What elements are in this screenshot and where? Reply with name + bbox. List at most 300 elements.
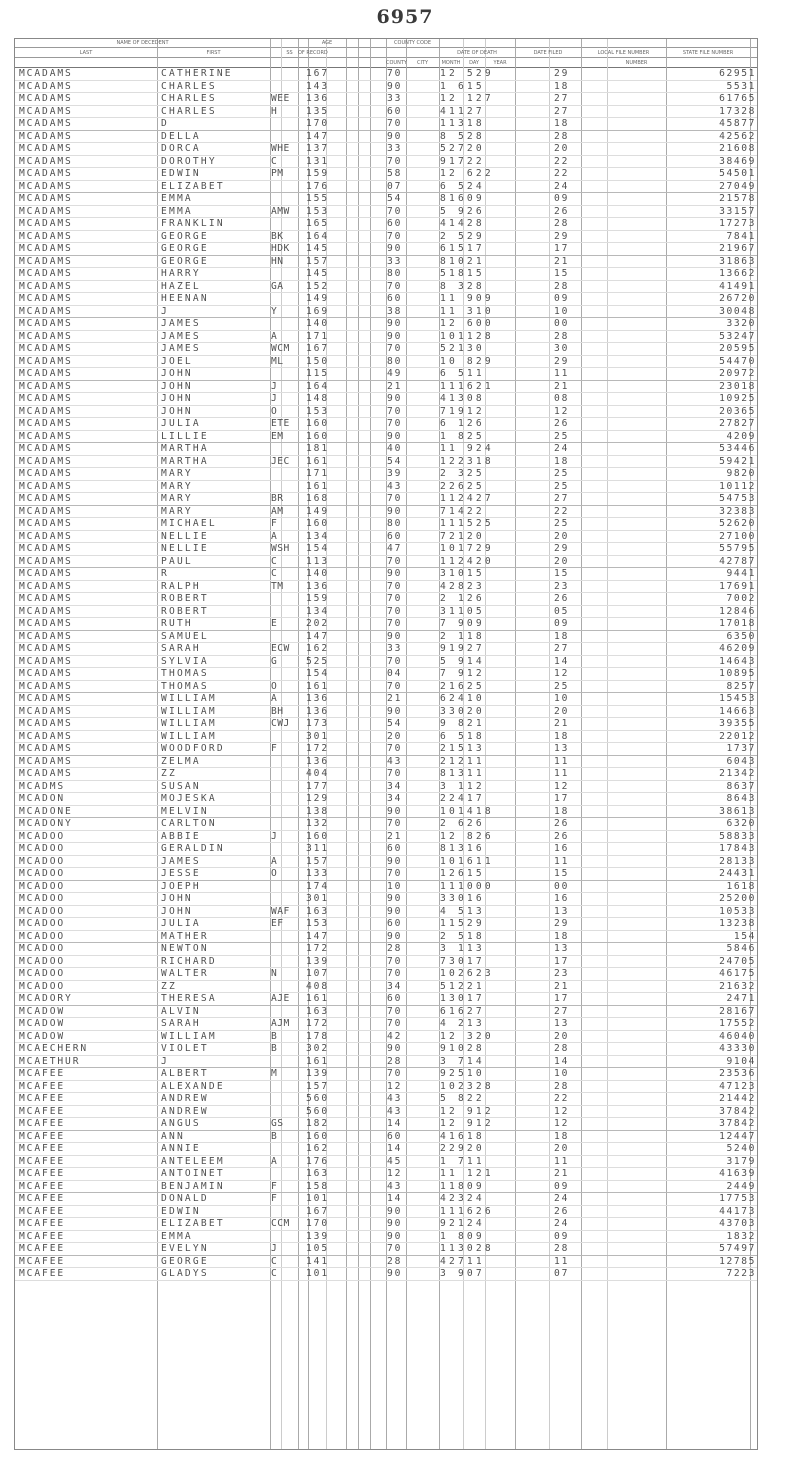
age-cell: 161 bbox=[306, 480, 330, 492]
table-row bbox=[15, 518, 757, 531]
county-code-cell: 33 bbox=[387, 255, 403, 267]
county-code-cell: 70 bbox=[387, 343, 403, 354]
state-file-number-cell: 38469 bbox=[719, 155, 756, 167]
state-file-number-cell: 30048 bbox=[719, 305, 756, 317]
table-row bbox=[15, 843, 757, 856]
header-county-code: COUNTY CODE bbox=[394, 40, 431, 46]
date-of-death-cell: 1 809 bbox=[440, 1230, 485, 1242]
date-filed-cell: 18 bbox=[554, 930, 570, 942]
state-file-number-cell: 39355 bbox=[719, 718, 756, 729]
state-file-number-cell: 26720 bbox=[719, 293, 756, 304]
age-cell: 162 bbox=[306, 1143, 330, 1154]
last-name-cell: MCADAMS bbox=[19, 130, 73, 142]
first-name-cell: ZZ bbox=[161, 768, 177, 779]
age-cell: 171 bbox=[306, 330, 330, 342]
state-file-number-cell: 154 bbox=[733, 930, 756, 942]
first-name-cell: MARY bbox=[161, 480, 193, 492]
table-row bbox=[15, 881, 757, 894]
state-file-number-cell: 21578 bbox=[719, 193, 756, 204]
last-name-cell: MCADAMS bbox=[19, 155, 73, 167]
age-cell: 178 bbox=[306, 1030, 330, 1042]
last-name-cell: MCADAMS bbox=[19, 105, 73, 117]
date-filed-cell: 13 bbox=[554, 905, 570, 917]
date-filed-cell: 20 bbox=[554, 1143, 570, 1154]
first-name-cell: GEORGE bbox=[161, 1255, 209, 1267]
last-name-cell: MCADAMS bbox=[19, 93, 73, 104]
date-filed-cell: 22 bbox=[554, 505, 570, 517]
date-filed-cell: 25 bbox=[554, 680, 570, 692]
county-code-cell: 43 bbox=[387, 1180, 403, 1192]
date-filed-cell: 22 bbox=[554, 155, 570, 167]
last-name-cell: MCADAMS bbox=[19, 568, 73, 579]
date-filed-cell: 18 bbox=[554, 1130, 570, 1142]
first-name-cell: ANN bbox=[161, 1130, 185, 1142]
date-filed-cell: 30 bbox=[554, 343, 570, 354]
table-row bbox=[15, 493, 757, 506]
table-row bbox=[15, 993, 757, 1006]
first-name-cell: PAUL bbox=[161, 555, 193, 567]
first-name-cell: ROBERT bbox=[161, 593, 209, 604]
state-file-number-cell: 37842 bbox=[719, 1118, 756, 1129]
table-row bbox=[15, 1056, 757, 1069]
county-code-cell: 70 bbox=[387, 593, 403, 604]
age-cell: 153 bbox=[306, 205, 330, 217]
age-cell: 101 bbox=[306, 1193, 330, 1204]
last-name-cell: MCADAMS bbox=[19, 530, 73, 542]
middle-initial-cell: GA bbox=[271, 280, 284, 292]
date-filed-cell: 23 bbox=[554, 580, 570, 592]
date-of-death-cell: 9 821 bbox=[440, 718, 485, 729]
table-row bbox=[15, 1118, 757, 1131]
middle-initial-cell: ETE bbox=[271, 418, 290, 429]
first-name-cell: MOJESKA bbox=[161, 793, 217, 804]
age-cell: 160 bbox=[306, 518, 330, 529]
date-of-death-cell: 12 826 bbox=[440, 830, 494, 842]
age-cell: 149 bbox=[306, 505, 330, 517]
date-of-death-cell: 102623 bbox=[440, 968, 494, 979]
date-of-death-cell: 6 126 bbox=[440, 418, 485, 429]
state-file-number-cell: 28133 bbox=[719, 855, 756, 867]
table-row bbox=[15, 1206, 757, 1219]
date-of-death-cell: 31105 bbox=[440, 605, 485, 617]
state-file-number-cell: 8637 bbox=[726, 780, 756, 792]
county-code-cell: 14 bbox=[387, 1193, 403, 1204]
last-name-cell: MCADAMS bbox=[19, 593, 73, 604]
middle-initial-cell: WHE bbox=[271, 143, 290, 154]
county-code-cell: 45 bbox=[387, 1155, 403, 1167]
age-cell: 167 bbox=[306, 68, 330, 79]
date-filed-cell: 26 bbox=[554, 593, 570, 604]
age-cell: 163 bbox=[306, 1005, 330, 1017]
last-name-cell: MCADAMS bbox=[19, 668, 73, 679]
age-cell: 560 bbox=[306, 1105, 330, 1117]
first-name-cell: ABBIE bbox=[161, 830, 201, 842]
date-of-death-cell: 3 907 bbox=[440, 1268, 485, 1279]
last-name-cell: MCAFEE bbox=[19, 1230, 66, 1242]
last-name-cell: MCADOO bbox=[19, 955, 66, 967]
middle-initial-cell: G bbox=[271, 655, 278, 667]
last-name-cell: MCADAMS bbox=[19, 80, 73, 92]
date-filed-cell: 28 bbox=[554, 1043, 570, 1054]
last-name-cell: MCADOO bbox=[19, 930, 66, 942]
last-name-cell: MCADAMS bbox=[19, 655, 73, 667]
date-of-death-cell: 41428 bbox=[440, 218, 485, 229]
table-row bbox=[15, 231, 757, 244]
date-filed-cell: 21 bbox=[554, 980, 570, 992]
age-cell: 169 bbox=[306, 305, 330, 317]
middle-initial-cell bbox=[271, 981, 297, 993]
middle-initial-cell bbox=[271, 943, 297, 955]
date-filed-cell: 09 bbox=[554, 618, 570, 629]
date-filed-cell: 18 bbox=[554, 805, 570, 817]
county-code-cell: 43 bbox=[387, 480, 403, 492]
middle-initial-cell: AMW bbox=[271, 205, 290, 217]
age-cell: 154 bbox=[306, 668, 330, 679]
age-cell: 301 bbox=[306, 730, 330, 742]
date-of-death-cell: 81311 bbox=[440, 768, 485, 779]
first-name-cell: GEORGE bbox=[161, 230, 209, 242]
county-code-cell: 90 bbox=[387, 630, 403, 642]
middle-initial-cell bbox=[271, 481, 297, 493]
last-name-cell: MCAFEE bbox=[19, 1243, 66, 1254]
middle-initial-cell: AM bbox=[271, 505, 284, 517]
date-of-death-cell: 101418 bbox=[440, 805, 494, 817]
county-code-cell: 43 bbox=[387, 755, 403, 767]
last-name-cell: MCAFEE bbox=[19, 1268, 66, 1279]
county-code-cell: 90 bbox=[387, 1205, 403, 1217]
date-filed-cell: 20 bbox=[554, 555, 570, 567]
date-of-death-cell: 3 112 bbox=[440, 780, 485, 792]
table-row bbox=[15, 431, 757, 444]
state-file-number-cell: 27100 bbox=[719, 530, 756, 542]
age-cell: 202 bbox=[306, 618, 330, 629]
table-row bbox=[15, 131, 757, 144]
age-cell: 176 bbox=[306, 1155, 330, 1167]
date-filed-cell: 26 bbox=[554, 418, 570, 429]
date-of-death-cell: 2 118 bbox=[440, 630, 485, 642]
age-cell: 158 bbox=[306, 1180, 330, 1192]
date-of-death-cell: 72120 bbox=[440, 530, 485, 542]
first-name-cell: JOHN bbox=[161, 380, 193, 392]
state-file-number-cell: 28167 bbox=[719, 1005, 756, 1017]
table-row bbox=[15, 818, 757, 831]
date-filed-cell: 25 bbox=[554, 430, 570, 442]
first-name-cell: HEENAN bbox=[161, 293, 209, 304]
middle-initial-cell bbox=[271, 668, 297, 680]
last-name-cell: MCADAMS bbox=[19, 268, 73, 279]
county-code-cell: 70 bbox=[387, 1018, 403, 1029]
state-file-number-cell: 13238 bbox=[719, 918, 756, 929]
county-code-cell: 70 bbox=[387, 205, 403, 217]
last-name-cell: MCADAMS bbox=[19, 643, 73, 654]
first-name-cell: HAZEL bbox=[161, 280, 201, 292]
date-of-death-cell: 71912 bbox=[440, 405, 485, 417]
first-name-cell: VIOLET bbox=[161, 1043, 209, 1054]
middle-initial-cell: O bbox=[271, 405, 278, 417]
first-name-cell: ANTELEEM bbox=[161, 1155, 225, 1167]
date-of-death-cell: 22625 bbox=[440, 480, 485, 492]
middle-initial-cell bbox=[271, 893, 297, 905]
date-of-death-cell: 2 518 bbox=[440, 930, 485, 942]
table-row bbox=[15, 331, 757, 344]
age-cell: 161 bbox=[306, 680, 330, 692]
age-cell: 159 bbox=[306, 593, 330, 604]
date-of-death-cell: 12 912 bbox=[440, 1118, 494, 1129]
table-row bbox=[15, 1143, 757, 1156]
last-name-cell: MCADAMS bbox=[19, 205, 73, 217]
age-cell: 143 bbox=[306, 80, 330, 92]
age-cell: 167 bbox=[306, 343, 330, 354]
age-cell: 131 bbox=[306, 155, 330, 167]
middle-initial-cell bbox=[271, 606, 297, 618]
county-code-cell: 12 bbox=[387, 1168, 403, 1179]
last-name-cell: MCADAMS bbox=[19, 630, 73, 642]
date-filed-cell: 18 bbox=[554, 455, 570, 467]
first-name-cell: DELLA bbox=[161, 130, 201, 142]
last-name-cell: MCADAMS bbox=[19, 180, 73, 192]
county-code-cell: 90 bbox=[387, 805, 403, 817]
county-code-cell: 90 bbox=[387, 430, 403, 442]
table-row bbox=[15, 1043, 757, 1056]
age-cell: 145 bbox=[306, 243, 330, 254]
date-filed-cell: 14 bbox=[554, 1055, 570, 1067]
date-filed-cell: 07 bbox=[554, 1268, 570, 1279]
last-name-cell: MCADAMS bbox=[19, 330, 73, 342]
date-filed-cell: 12 bbox=[554, 1105, 570, 1117]
age-cell: 136 bbox=[306, 693, 330, 704]
county-code-cell: 40 bbox=[387, 443, 403, 454]
state-file-number-cell: 20595 bbox=[719, 343, 756, 354]
date-of-death-cell: 111000 bbox=[440, 880, 494, 892]
age-cell: 160 bbox=[306, 830, 330, 842]
table-row bbox=[15, 381, 757, 394]
state-file-number-cell: 17328 bbox=[719, 105, 756, 117]
state-file-number-cell: 7223 bbox=[726, 1268, 756, 1279]
first-name-cell: GERALDIN bbox=[161, 843, 225, 854]
table-row bbox=[15, 393, 757, 406]
date-filed-cell: 29 bbox=[554, 355, 570, 367]
middle-initial-cell bbox=[271, 268, 297, 280]
last-name-cell: MCADAMS bbox=[19, 493, 73, 504]
last-name-cell: MCADAMS bbox=[19, 430, 73, 442]
middle-initial-cell: J bbox=[271, 1243, 278, 1254]
age-cell: 115 bbox=[306, 368, 330, 379]
table-row bbox=[15, 718, 757, 731]
date-filed-cell: 11 bbox=[554, 855, 570, 867]
last-name-cell: MCADAMS bbox=[19, 605, 73, 617]
age-cell: 404 bbox=[306, 768, 330, 779]
age-cell: 129 bbox=[306, 793, 330, 804]
table-row bbox=[15, 93, 757, 106]
state-file-number-cell: 21342 bbox=[719, 768, 756, 779]
date-filed-cell: 27 bbox=[554, 93, 570, 104]
first-name-cell: RICHARD bbox=[161, 955, 217, 967]
age-cell: 170 bbox=[306, 118, 330, 129]
table-row bbox=[15, 406, 757, 419]
middle-initial-cell bbox=[271, 793, 297, 805]
county-code-cell: 14 bbox=[387, 1118, 403, 1129]
state-file-number-cell: 23536 bbox=[719, 1068, 756, 1079]
county-code-cell: 54 bbox=[387, 193, 403, 204]
table-row bbox=[15, 593, 757, 606]
date-of-death-cell: 7 912 bbox=[440, 668, 485, 679]
last-name-cell: MCADAMS bbox=[19, 480, 73, 492]
last-name-cell: MCADAMS bbox=[19, 705, 73, 717]
first-name-cell: GEORGE bbox=[161, 255, 209, 267]
state-file-number-cell: 33157 bbox=[719, 205, 756, 217]
date-of-death-cell: 51221 bbox=[440, 980, 485, 992]
first-name-cell: DORCA bbox=[161, 143, 201, 154]
date-of-death-cell: 52130 bbox=[440, 343, 485, 354]
middle-initial-cell: B bbox=[271, 1043, 278, 1054]
county-code-cell: 60 bbox=[387, 993, 403, 1004]
date-of-death-cell: 101128 bbox=[440, 330, 494, 342]
last-name-cell: MCADAMS bbox=[19, 468, 73, 479]
age-cell: 157 bbox=[306, 1080, 330, 1092]
age-cell: 157 bbox=[306, 255, 330, 267]
middle-initial-cell: F bbox=[271, 1180, 278, 1192]
county-code-cell: 54 bbox=[387, 455, 403, 467]
first-name-cell: JULIA bbox=[161, 418, 201, 429]
age-cell: 141 bbox=[306, 1255, 330, 1267]
last-name-cell: MCADAMS bbox=[19, 230, 73, 242]
county-code-cell: 90 bbox=[387, 568, 403, 579]
state-file-number-cell: 62951 bbox=[719, 68, 756, 79]
age-cell: 157 bbox=[306, 855, 330, 867]
table-row bbox=[15, 981, 757, 994]
county-code-cell: 90 bbox=[387, 705, 403, 717]
date-filed-cell: 18 bbox=[554, 118, 570, 129]
middle-initial-cell: WAF bbox=[271, 905, 290, 917]
table-row bbox=[15, 931, 757, 944]
table-row bbox=[15, 1006, 757, 1019]
age-cell: 181 bbox=[306, 443, 330, 454]
last-name-cell: MCADAMS bbox=[19, 305, 73, 317]
state-file-number-cell: 42787 bbox=[719, 555, 756, 567]
last-name-cell: MCADAMS bbox=[19, 118, 73, 129]
state-file-number-cell: 24705 bbox=[719, 955, 756, 967]
middle-initial-cell: TM bbox=[271, 580, 284, 592]
date-filed-cell: 27 bbox=[554, 1005, 570, 1017]
county-code-cell: 70 bbox=[387, 743, 403, 754]
middle-initial-cell bbox=[271, 218, 297, 230]
table-row bbox=[15, 1018, 757, 1031]
age-cell: 170 bbox=[306, 1218, 330, 1229]
state-file-number-cell: 9104 bbox=[726, 1055, 756, 1067]
county-code-cell: 60 bbox=[387, 105, 403, 117]
table-row bbox=[15, 806, 757, 819]
middle-initial-cell: C bbox=[271, 1255, 278, 1267]
county-code-cell: 70 bbox=[387, 655, 403, 667]
state-file-number-cell: 22012 bbox=[719, 730, 756, 742]
last-name-cell: MCAFEE bbox=[19, 1218, 66, 1229]
date-of-death-cell: 1 711 bbox=[440, 1155, 485, 1167]
table-row bbox=[15, 343, 757, 356]
last-name-cell: MCAFEE bbox=[19, 1080, 66, 1092]
last-name-cell: MCADAMS bbox=[19, 618, 73, 629]
table-row bbox=[15, 793, 757, 806]
last-name-cell: MCAETHUR bbox=[19, 1055, 81, 1067]
age-cell: 101 bbox=[306, 1268, 330, 1279]
date-filed-cell: 26 bbox=[554, 830, 570, 842]
state-file-number-cell: 61765 bbox=[719, 93, 756, 104]
age-cell: 150 bbox=[306, 355, 330, 367]
date-of-death-cell: 7 909 bbox=[440, 618, 485, 629]
first-name-cell: J bbox=[161, 1055, 169, 1067]
age-cell: 161 bbox=[306, 1055, 330, 1067]
table-row bbox=[15, 868, 757, 881]
header-last: LAST bbox=[79, 50, 93, 56]
date-filed-cell: 28 bbox=[554, 130, 570, 142]
county-code-cell: 28 bbox=[387, 943, 403, 954]
last-name-cell: MCADAMS bbox=[19, 455, 73, 467]
last-name-cell: MCAFEE bbox=[19, 1155, 66, 1167]
date-filed-cell: 00 bbox=[554, 880, 570, 892]
middle-initial-cell bbox=[271, 1081, 297, 1093]
middle-initial-cell bbox=[271, 731, 297, 743]
state-file-number-cell: 27049 bbox=[719, 180, 756, 192]
middle-initial-cell: O bbox=[271, 868, 278, 879]
state-file-number-cell: 3320 bbox=[726, 318, 756, 329]
first-name-cell: GLADYS bbox=[161, 1268, 209, 1279]
date-of-death-cell: 33020 bbox=[440, 705, 485, 717]
middle-initial-cell: A bbox=[271, 530, 278, 542]
middle-initial-cell bbox=[271, 1143, 297, 1155]
last-name-cell: MCADOO bbox=[19, 905, 66, 917]
middle-initial-cell: PM bbox=[271, 168, 284, 179]
date-of-death-cell: 101729 bbox=[440, 543, 494, 554]
last-name-cell: MCADOO bbox=[19, 880, 66, 892]
state-file-number-cell: 46040 bbox=[719, 1030, 756, 1042]
date-filed-cell: 11 bbox=[554, 1155, 570, 1167]
age-cell: 408 bbox=[306, 980, 330, 992]
first-name-cell: CARLTON bbox=[161, 818, 217, 829]
state-file-number-cell: 43330 bbox=[719, 1043, 756, 1054]
middle-initial-cell bbox=[271, 368, 297, 380]
date-filed-cell: 18 bbox=[554, 730, 570, 742]
middle-initial-cell: M bbox=[271, 1068, 278, 1079]
age-cell: 147 bbox=[306, 630, 330, 642]
middle-initial-cell: B bbox=[271, 1130, 278, 1142]
date-filed-cell: 20 bbox=[554, 705, 570, 717]
last-name-cell: MCAECHERN bbox=[19, 1043, 89, 1054]
date-of-death-cell: 22417 bbox=[440, 793, 485, 804]
first-name-cell: JOEL bbox=[161, 355, 193, 367]
date-of-death-cell: 112427 bbox=[440, 493, 494, 504]
middle-initial-cell: HN bbox=[271, 255, 284, 267]
date-of-death-cell: 11809 bbox=[440, 1180, 485, 1192]
last-name-cell: MCADOO bbox=[19, 868, 66, 879]
first-name-cell: ANDREW bbox=[161, 1093, 209, 1104]
state-file-number-cell: 17552 bbox=[719, 1018, 756, 1029]
last-name-cell: MCAFEE bbox=[19, 1205, 66, 1217]
middle-initial-cell bbox=[271, 806, 297, 818]
age-cell: 171 bbox=[306, 468, 330, 479]
age-cell: 135 bbox=[306, 105, 330, 117]
age-cell: 107 bbox=[306, 968, 330, 979]
state-file-number-cell: 53446 bbox=[719, 443, 756, 454]
county-code-cell: 70 bbox=[387, 618, 403, 629]
first-name-cell: WILLIAM bbox=[161, 718, 217, 729]
state-file-number-cell: 8257 bbox=[726, 680, 756, 692]
header-day: DAY bbox=[469, 60, 479, 66]
first-name-cell: JAMES bbox=[161, 855, 201, 867]
state-file-number-cell: 24431 bbox=[719, 868, 756, 879]
date-of-death-cell: 2 626 bbox=[440, 818, 485, 829]
last-name-cell: MCADOW bbox=[19, 1005, 66, 1017]
last-name-cell: MCADAMS bbox=[19, 580, 73, 592]
date-of-death-cell: 41618 bbox=[440, 1130, 485, 1142]
